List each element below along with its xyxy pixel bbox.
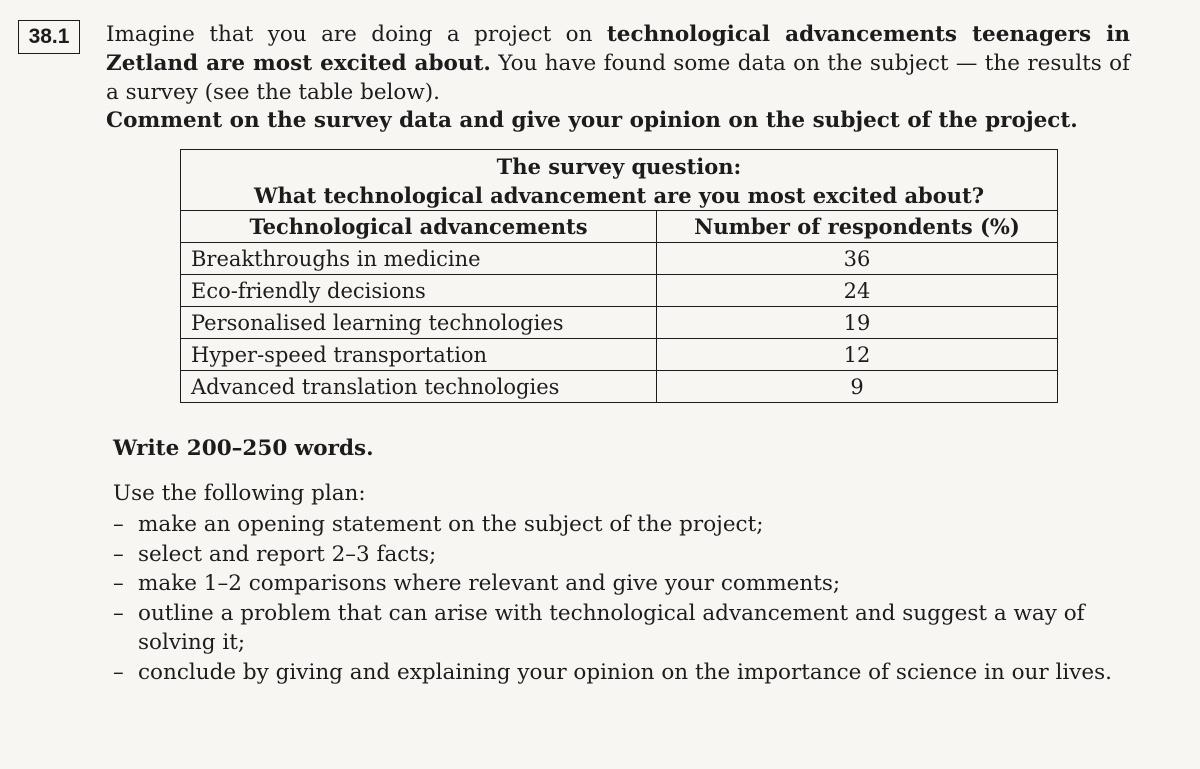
task-number-box	[18, 20, 80, 54]
project-topic: technological advancements teenagers in Zetland are most excited about.	[106, 22, 1130, 76]
list-item	[113, 569, 1163, 599]
intro-text-end: You have found some data on the subject — the results of a survey (see the table below).	[106, 51, 1130, 105]
survey-heading-row	[181, 150, 1058, 211]
dash-bullet: –	[113, 512, 124, 537]
row-label: Advanced translation technologies	[181, 371, 657, 403]
row-value: 9	[657, 371, 1058, 403]
list-item	[113, 540, 1163, 570]
column-header-row	[181, 211, 1058, 243]
table-row	[181, 275, 1058, 307]
table-row	[181, 339, 1058, 371]
dash-bullet: –	[113, 659, 124, 685]
list-item	[113, 658, 1163, 688]
plan-list	[113, 510, 1163, 687]
plan-item-text: make 1–2 comparisons where relevant and give your comments;	[138, 571, 841, 596]
survey-table	[180, 149, 1058, 403]
survey-question-cell	[181, 150, 1058, 211]
row-label: Eco-friendly decisions	[181, 275, 657, 307]
survey-question-label: The survey question:	[496, 154, 742, 179]
task-number: 38.1	[28, 25, 70, 48]
plan-item-text: make an opening statement on the subject of the project;	[138, 512, 764, 537]
row-value: 36	[657, 243, 1058, 275]
dash-bullet: –	[113, 600, 124, 626]
plan-item-text: outline a problem that can arise with technological advancement and suggest a way of solving it;	[138, 600, 1085, 655]
dash-bullet: –	[113, 541, 124, 567]
list-item	[113, 510, 1163, 540]
task-intro	[106, 20, 1130, 107]
row-label: Hyper-speed transportation	[181, 339, 657, 371]
row-value: 19	[657, 307, 1058, 339]
row-label: Personalised learning technologies	[181, 307, 657, 339]
survey-question-text: What technological advancement are you most excited about?	[253, 183, 985, 208]
word-count-requirement: Write 200–250 words.	[113, 436, 374, 461]
row-value: 24	[657, 275, 1058, 307]
table-row	[181, 243, 1058, 275]
column-header-advancement: Technological advancements	[181, 211, 657, 243]
task-instruction: Comment on the survey data and give your opinion on the subject of the project.	[106, 108, 1078, 133]
plan-intro: Use the following plan:	[113, 481, 366, 506]
plan-item-text: select and report 2–3 facts;	[138, 541, 437, 567]
table-row	[181, 307, 1058, 339]
row-label: Breakthroughs in medicine	[181, 243, 657, 275]
plan-item-text: conclude by giving and explaining your opinion on the importance of science in our lives.	[138, 659, 1112, 685]
intro-text-start: Imagine that you are doing a project on	[106, 22, 607, 47]
list-item	[113, 599, 1163, 658]
column-header-respondents: Number of respondents (%)	[657, 211, 1058, 243]
dash-bullet: –	[113, 571, 124, 596]
table-row	[181, 371, 1058, 403]
row-value: 12	[657, 339, 1058, 371]
